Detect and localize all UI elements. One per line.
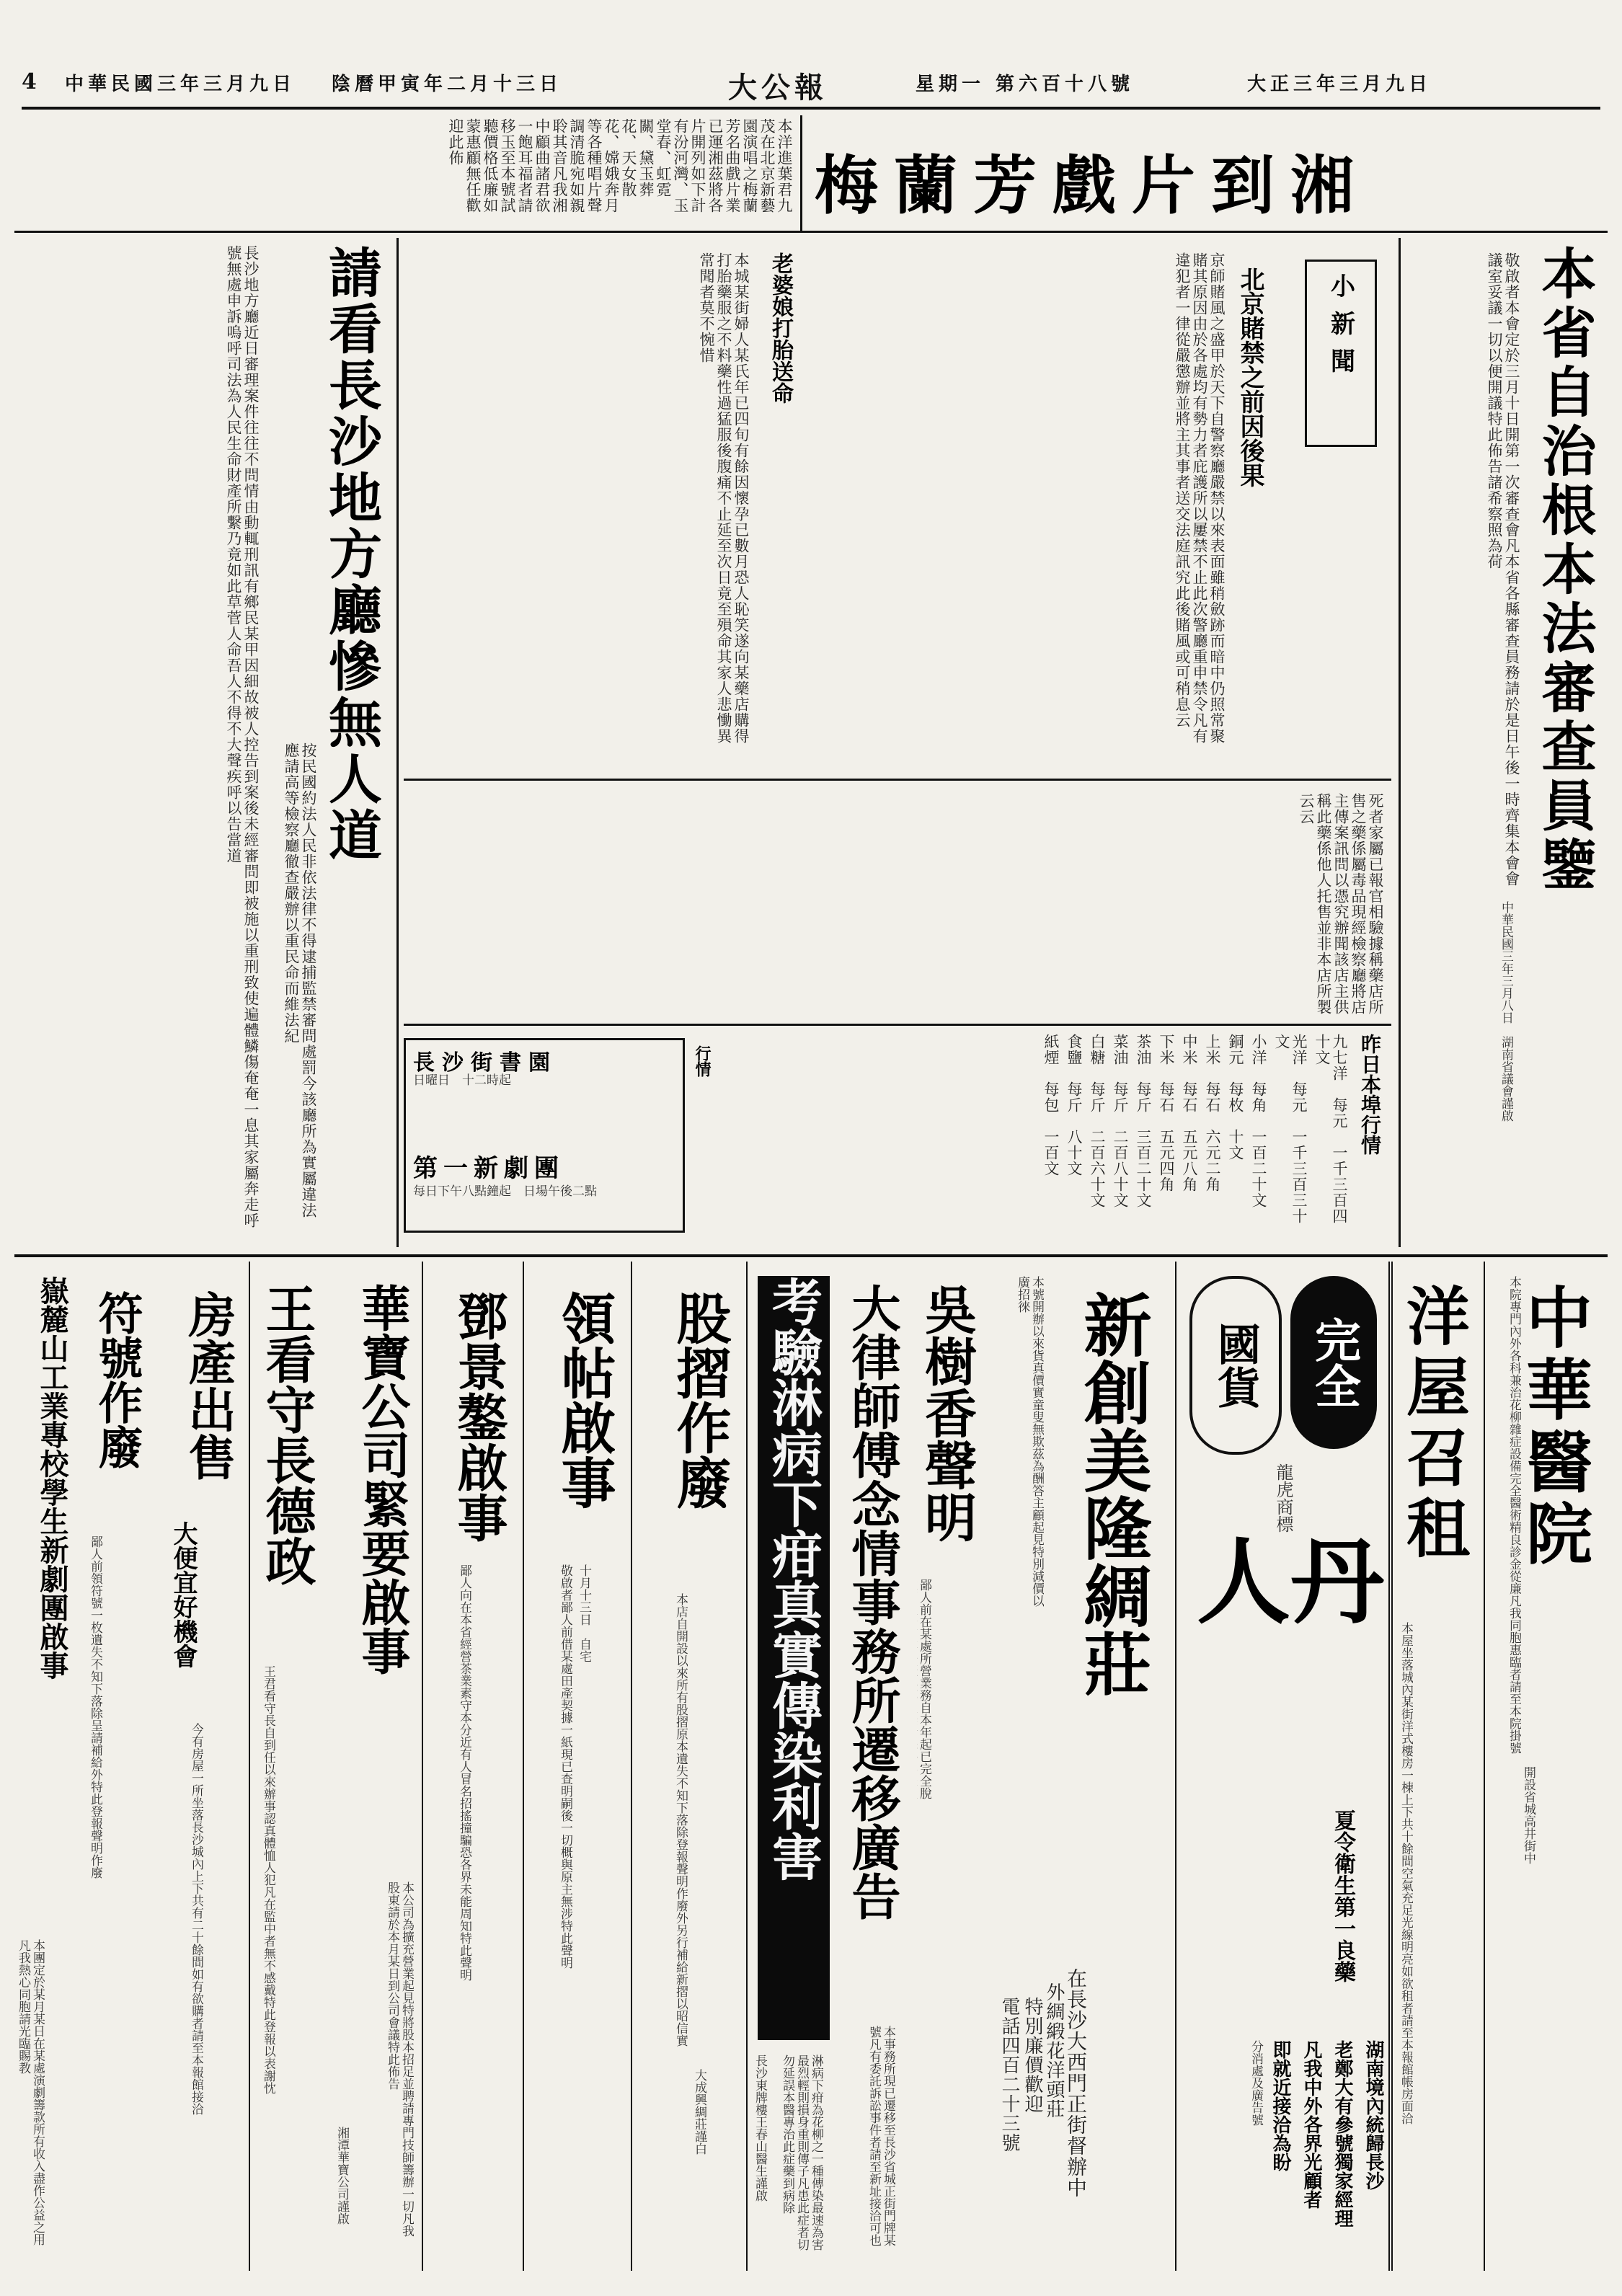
ad-deng-body: 鄙人向在本省經營茶業素守本分近有人冒名招搖撞騙恐各界未能周知特此聲明	[457, 1564, 471, 1981]
market-line: 白糖 每斤 二百六十文	[1089, 1034, 1106, 1208]
ad-wushuxiang-body: 鄙人前在某處所營業務自本年起已完全脫	[917, 1579, 931, 1799]
theatre-program-title: 第一新劇團	[413, 1154, 564, 1183]
ad-badge-void-body: 鄙人前領符號一枚遺失不知下落除呈請補給外特此登報聲明作廢	[88, 1535, 102, 1879]
ad-venereal-footer: 長沙東牌樓王春山醫生謹啟	[753, 2055, 767, 2202]
ad-meilong	[995, 1262, 1176, 2271]
top-article-body: 本洋進葉君九茂在北京新藝園演唱之梅蘭芳名曲戲片業已運湘茲將各片開列如下計有汾河灣、玉堂春、虹霓關、黛玉葬花、天女散花、嫦娥奔月等各種唱片聲調清脆宛如親聆其音凡我湘中顧曲諸君欲一飽耳福者請移玉至本號試聽價格低廉如蒙惠顧無任歡迎此佈	[447, 118, 793, 213]
ad-warden	[252, 1262, 328, 2271]
ad-yuelu-drama-body: 本團定於某月某日在某處演劇籌款所有收入盡作公益之用凡我熱心同胞請光臨賜教	[16, 1939, 45, 2246]
top-band	[14, 115, 1608, 233]
market-line: 茶油 每斤 三百二十文	[1135, 1034, 1152, 1208]
market-line: 光洋 每元 一千三百三十文	[1273, 1034, 1308, 1224]
news-body-beijing: 京師賭風之盛甲於天下自警察廳嚴禁以來表面雖稍斂跡而暗中仍照常聚賭其原因由於各處均有勢力者庇護所以屢禁不止此次警廳重申禁令凡有違犯者一律從嚴懲辦並將主其事者送交法庭訊究此後賭風或可稍息云	[1174, 252, 1226, 744]
editorial-body: 長沙地方廳近日審理案件往往不問情由動輒刑訊有鄉民某甲因細故被人控告到案後未經審問即被施以重刑致使遍體鱗傷奄奄一息其家屬奔走呼號無處申訴嗚呼司法為人民生命財產所繫乃竟如此草菅人命吾人不得不大聲疾呼以告當道	[225, 245, 260, 1228]
theatre-program-time: 每日下午八點鐘起 日場午後二點	[413, 1184, 597, 1199]
rendan-dealer-line: 凡我中外各界光顧者	[1300, 2040, 1322, 2209]
ad-meilong-title: 新創美隆綢莊	[1072, 1290, 1151, 1697]
ad-huabao-title: 華寶公司緊要啟事	[353, 1283, 411, 1675]
market-subtitle: 行情	[693, 1045, 712, 1077]
ad-rendan	[1182, 1262, 1393, 2271]
ad-huabao-body: 本公司為擴充營業起見特將股本招足並聘請專門技師籌辦一切凡我股東請於本月某日到公司會議特此佈告	[385, 1881, 414, 2237]
editorial-heading: 請看長沙地方廳慘無人道	[320, 245, 382, 864]
ad-yuelu-drama	[14, 1262, 76, 2271]
paper-name: 大公報	[728, 71, 828, 105]
ad-title-deed-title: 領帖啟事	[552, 1290, 616, 1510]
market-line: 紙煙 每包 一百文	[1042, 1034, 1060, 1176]
ad-share-certificate-footer: 大成興綢莊謹白	[692, 2069, 706, 2155]
rendan-dealer-line: 湖南境內統歸長沙	[1362, 2040, 1384, 2190]
rendan-side-left: 分消處及廣告號	[1249, 2040, 1263, 2126]
ad-deng	[425, 1262, 524, 2271]
ad-venereal	[750, 1262, 833, 2271]
right-column-dates: 中華民國三年三月八日 湖南省議會謹啟	[1499, 901, 1513, 1122]
ad-house-rent-body: 本屋坐落城內某街洋式樓房一棟上下共十餘間空氣充足光線明亮如欲租者請至本報館帳房面洽	[1399, 1622, 1413, 2124]
ad-share-certificate-title: 股摺作廢	[668, 1290, 732, 1510]
ad-property-sale-body: 今有房屋一所坐落長沙城內上下共有二十餘間如有欲購者請至本報館接洽	[189, 1723, 203, 2115]
right-column-heading: 本省自治根本法審查員鑒	[1533, 245, 1597, 895]
issue-right: 大正三年三月九日	[1247, 74, 1432, 95]
ad-lawyer-body: 本事務所現已遷移至長沙省城正街門牌某號凡有委託訴訟事件者請至新址接洽可也	[867, 2026, 895, 2246]
editorial	[14, 238, 399, 1247]
ad-meilong-sub2: 外綢緞花洋頭莊	[1043, 1982, 1065, 2119]
market-line: 上米 每石 六元二角	[1204, 1034, 1221, 1192]
news-label: 小新聞	[1326, 273, 1355, 386]
ad-warden-body: 王君看守長自到任以來辦事認真體恤人犯凡在監中者無不感戴特此登報以表謝忱	[261, 1665, 275, 2094]
date-right: 星期一 第六百十八號	[916, 74, 1135, 95]
ad-hospital-title: 中華醫院	[1515, 1283, 1593, 1572]
ad-badge-void-title: 符號作廢	[91, 1290, 143, 1469]
right-column-notice	[1399, 238, 1610, 1247]
ad-title-deed	[526, 1262, 632, 2271]
lower-news	[404, 786, 1391, 1247]
ad-badge-void	[79, 1262, 155, 2271]
rendan-dealer-line: 老鄭大有參號獨家經理	[1331, 2040, 1353, 2228]
ads-section	[14, 1262, 1608, 2271]
market-line: 銅元 每枚 十文	[1227, 1034, 1244, 1161]
rendan-badge-text: 完全	[1307, 1316, 1361, 1409]
ad-hospital	[1492, 1262, 1608, 2271]
date-mid: 陰曆甲寅年二月十三日	[332, 74, 563, 95]
ad-house-rent-title: 洋屋召租	[1396, 1283, 1471, 1566]
ad-wushuxiang-title: 吳樹香聲明	[916, 1283, 978, 1543]
news-heading-beijing: 北京賭禁之前因後果	[1236, 267, 1264, 487]
page-number: 4	[22, 69, 41, 94]
ad-house-rent	[1388, 1262, 1485, 2271]
editorial-body-2: 按民國約法人民非依法律不得逮捕監禁審問處罰今該廳所為實屬違法應請高等檢察廳徹查嚴辦以重民命而維法紀	[283, 743, 317, 1218]
ad-title-deed-footer: 十月十三日 自宅	[577, 1564, 591, 1662]
market-line: 菜油 每斤 二百八十文	[1112, 1034, 1129, 1208]
rendan-badge-domestic	[1189, 1276, 1282, 1455]
news-block	[404, 238, 1391, 781]
market-line: 小洋 每角 一百二十文	[1250, 1034, 1267, 1208]
top-headline: 梅蘭芳戲片到湘	[815, 148, 1370, 223]
ad-wushuxiang	[916, 1262, 991, 1824]
rendan-badge-domestic-text: 國貨	[1210, 1322, 1261, 1409]
market-section	[692, 1031, 1391, 1240]
ad-huabao	[332, 1262, 423, 2271]
rendan-dealer-line: 即就近接洽為盼	[1269, 2040, 1291, 2171]
ad-property-sale	[159, 1262, 250, 2271]
ad-lawyer-title: 大律師傅念情事務所遷移廣告	[843, 1283, 901, 1920]
market-lines	[714, 1034, 1348, 1236]
ad-hospital-body: 本院專門內外各科兼治花柳雜症設備完全醫術精良診金從廉凡我同胞惠臨者請至本院掛號	[1507, 1276, 1521, 1754]
ad-venereal-title: 考驗淋病下疳真實傳染利害	[758, 1276, 830, 2040]
right-column-body: 敬啟者本會定於三月十日開第一次審查會凡本省各縣審查員務請於是日午後一時齊集本會會議室妥議一切以便開議特此佈告諸希察照為荷	[1486, 252, 1520, 887]
ad-property-sale-sub: 大便宜好機會	[169, 1521, 198, 1668]
ad-lawyer	[836, 1262, 912, 2271]
rendan-mark: 人丹	[1197, 1527, 1385, 1637]
theatre-title: 長沙街書園	[413, 1050, 557, 1076]
market-line: 食鹽 每斤 八十文	[1065, 1034, 1083, 1176]
ad-meilong-body: 本號開辦以來貨真價實童叟無欺茲為酬答主顧起見特別減價以廣招徠	[1015, 1276, 1044, 1607]
news-body-abortion: 本城某街婦人某氏年已四旬有餘因懷孕已數月恐人恥笑遂向某藥店購得打胎藥服之不料藥性過猛服後腹痛不止延至次日竟至殞命其家人悲慟異常聞者莫不惋惜	[698, 252, 750, 744]
theatre-box	[404, 1038, 685, 1233]
market-line: 下米 每石 五元四角	[1158, 1034, 1175, 1192]
news-body-continued: 死者家屬已報官相驗據稱藥店所售之藥係屬毒品現經檢察廳將店主傳案訊問以憑究辦聞該店主供稱此藥係他人托售並非本店所製云云	[1298, 793, 1384, 1015]
ad-share-certificate-body: 本店自開設以來所有股摺原本遺失不知下落除登報聲明作廢外另行補給新摺以昭信實	[673, 1593, 688, 2047]
ad-huabao-footer: 湘潭華寶公司謹啟	[334, 2127, 349, 2225]
rendan-brand: 龍虎商標	[1273, 1463, 1293, 1533]
date-left: 中華民國三年三月九日	[65, 74, 296, 95]
ad-venereal-body: 淋病下疳為花柳之一種傳染最速為害最烈輕則損身重則傳子凡患此症者切勿延誤本醫專治此症藥到病除	[780, 2055, 823, 2251]
market-line: 中米 每石 五元八角	[1181, 1034, 1198, 1192]
news-heading-abortion: 老婆娘打胎送命	[768, 252, 793, 404]
ad-deng-title: 鄧景鏊啟事	[449, 1290, 509, 1543]
rendan-side: 夏令衛生第一良藥	[1330, 1809, 1355, 1982]
ad-title-deed-body: 敬啟者鄙人前借某處田產契據一紙現已查明嗣後一切概與原主無涉特此聲明	[558, 1564, 572, 1969]
ad-warden-title: 王看守長德政	[257, 1283, 317, 1586]
ad-meilong-phone: 電話四百二十三號	[998, 1997, 1020, 2153]
ad-property-sale-title: 房產出售	[180, 1290, 236, 1481]
ad-meilong-sub3: 特別廉價歡迎	[1021, 1997, 1043, 2114]
masthead	[22, 63, 1600, 110]
rendan-dealers	[1185, 2040, 1387, 2256]
market-line: 九七洋 每元 一千三百四十文	[1313, 1034, 1348, 1224]
ad-yuelu-drama-title: 嶽麓山工業專校學生新劇團啟事	[35, 1276, 69, 1680]
news-label-box	[1305, 260, 1377, 447]
theatre-date: 日曜日 十二時起	[413, 1073, 511, 1088]
rendan-badge-full	[1290, 1276, 1377, 1449]
market-title: 昨日本埠行情	[1358, 1034, 1382, 1155]
ad-share-certificate	[634, 1262, 748, 2271]
ad-meilong-sub: 在長沙大西門正街督辦中	[1064, 1968, 1088, 2198]
ad-hospital-side: 開設省城高井街中	[1521, 1766, 1535, 1864]
